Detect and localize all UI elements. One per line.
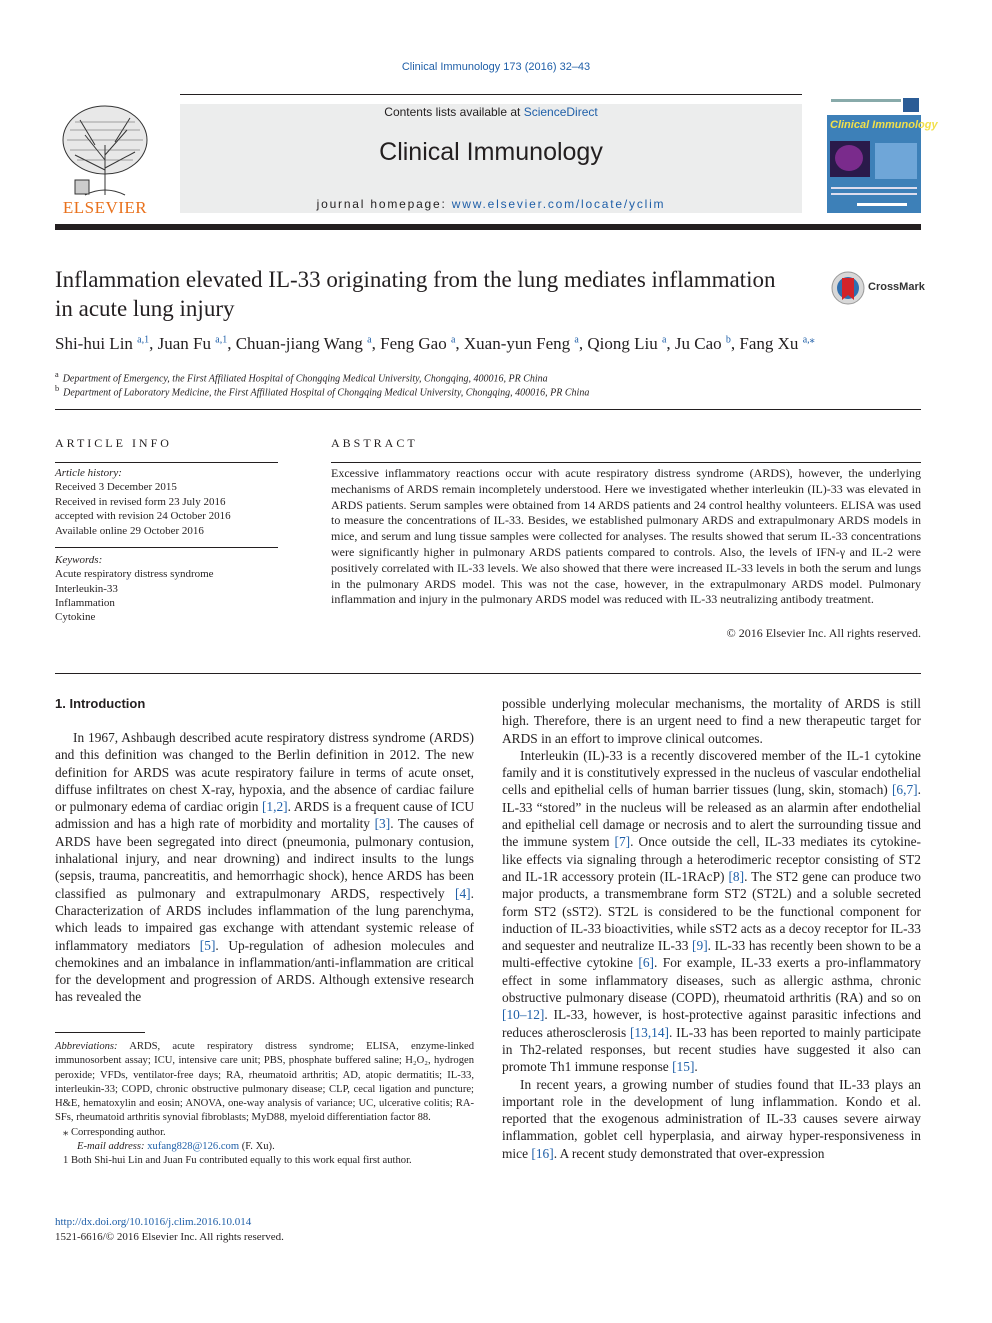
citation-link[interactable]: [1,2]: [261, 799, 288, 815]
citation-link[interactable]: [6,7]: [891, 782, 918, 798]
article-info-heading: ARTICLE INFO: [55, 436, 172, 450]
issn-line: 1521-6616/© 2016 Elsevier Inc. All rights reserved.: [55, 1231, 284, 1243]
paragraph: Interleukin (IL)-33 is a recently discovered member of the IL-1 cytokine family and it is constitutively expressed in the nucleus of vascular endothelial cells and epithelial cells of human barrier tissues (lung, skin, stomach) [6,7]. IL-33 “stored” in the nucleus will be released as an alarmin after endothelial and epithelial cell damage or necrosis and to alert the surrounding tissue and the immune system [7]. Once outside the cell, IL-33 mediates its cytokine-like effects via signaling through a heterodimeric receptor consisting of ST2 and IL-1R accessory protein (IL-1RAcP) [8]. The ST2 gene can produce two major products, a transmembrane form ST2 (ST2L) and a soluble secreted form ST2 (sST2). ST2L is considered to be the functional component for induction of IL-33 bioactivities, while sST2 acts as a decoy receptor for IL-33 and sequester and neutralize IL-33 [9]. IL-33 has recently been shown to be a multi-effective cytokine [6]. For example, IL-33 exerts a pro-inflammatory effect in some inflammatory diseases, such as allergic asthma, chronic obstructive pulmonary disease (COPD), rheumatoid arthritis (RA) and so on [10–12]. IL-33, however, is host-protective against parasitic infections and reduces atherosclerosis [13,14]. IL-33 has been reported to mainly participate in Th2-related responses, but recent studies have suggested it also can promote Th1 immune response [15].: [502, 747, 922, 1075]
abstract-heading: ABSTRACT: [331, 436, 418, 450]
keywords: [55, 553, 285, 624]
affiliation: $^a$ Department of Emergency, the First Affiliated Hospital of Chongqing Medical University, Chongqing, 400016, PR China: [55, 370, 548, 385]
author[interactable]: Chuan-jiang Wang $^a$: [235, 334, 372, 353]
author[interactable]: Xuan-yun Feng $^a$: [463, 334, 579, 353]
equal-contribution-footnote: 1 Both Shi-hui Lin and Juan Fu contributed equally to this work equal first author.: [63, 1155, 412, 1167]
paragraph: possible underlying molecular mechanisms, the mortality of ARDS is still high. Therefore, there is an urgent need to find a new therapeutic target for ARDS in an effort to improve clinical outcomes.: [502, 696, 921, 746]
author-list: Shi-hui Lin $^{a,1}$, Juan Fu $^{a,1}$, Chuan-jiang Wang $^a$, Feng Gao $^a$, Xuan-yun Feng $^a$, Qiong Liu $^a$, Ju Cao $^b$, Fang Xu $^{a,⁎}$: [55, 334, 815, 353]
article-title: Inflammation elevated IL-33 originating from the lung mediates inflammation in acute lung injury: [55, 267, 776, 321]
author[interactable]: Ju Cao $^b$: [674, 334, 731, 353]
keyword: Cytokine: [55, 611, 96, 624]
divider: [55, 462, 278, 463]
keyword: Interleukin-33: [55, 582, 118, 595]
keyword: Acute respiratory distress syndrome: [55, 568, 214, 581]
history-label: Article history:: [55, 467, 122, 479]
contents-available: [180, 105, 802, 119]
citation-link[interactable]: [13,14]: [629, 1024, 670, 1040]
article-history: [55, 466, 285, 538]
citation-link[interactable]: [6]: [638, 955, 654, 971]
homepage-label: journal homepage:: [316, 197, 452, 211]
email-footnote: E-mail address: xufang828@126.com (F. Xu).: [77, 1141, 275, 1153]
citation-link[interactable]: [8]: [728, 868, 745, 884]
divider: [55, 547, 278, 548]
history-item: accepted with revision 24 October 2016: [55, 510, 231, 523]
crossmark-icon: [830, 270, 866, 306]
corresponding-footnote: ⁎ Corresponding author.: [63, 1126, 166, 1138]
citation-link[interactable]: [15]: [672, 1059, 695, 1075]
abbreviations-footnote: Abbreviations: ARDS, acute respiratory distress syndrome; ELISA, enzyme-linked immunosorbent assay; ICU, intensive care unit; PBS, phosphate buffered saline; H₂O₂, hydrogen peroxide; VFDs, ventilator-free days; RA, rheumatoid arthritis; AD, atopic dermatitis; IL-33, interleukin-33; COPD, chronic obstructive pulmonary disease; CLP, cecal ligation and puncture; H&E, hematoxylin and eosin; ANOVA, one-way analysis of variance; UC, ulcerative colitis; RA-SFs, rheumatoid arthritis synovial fibroblasts; MyD88, myeloid differentiation factor 88.: [55, 1041, 474, 1124]
footnote-rule: [55, 1032, 145, 1033]
citation-link[interactable]: [3]: [374, 816, 391, 832]
citation-link[interactable]: [5]: [199, 937, 216, 953]
email-link[interactable]: xufang828@126.com: [147, 1141, 240, 1153]
paragraph: In 1967, Ashbaugh described acute respiratory distress syndrome (ARDS) and this definition was changed to the Berlin definition in 2012. The new definition for ARDS was acute respiratory failure in terms of acute onset, diffuse infiltrates on chest X-ray, hypoxia, and the absence of cardiac failure or pulmonary edema of cardiac origin [1,2]. ARDS is a frequent cause of ICU admission and has a high rate of morbidity and mortality [3]. The causes of ARDS have been segregated into direct (pneumonia, pulmonary contusion, inhalational injury, and near drowning) and indirect insults to the lungs (sepsis, trauma, pancreatitis, and hemorrhagic shock), hence ARDS has been classified as pulmonary and extrapulmonary ARDS, respectively [4]. Characterization of ARDS includes inflammation of the lung parenchyma, which leads to impaired gas exchange with attendant systemic release of inflammatory mediators [5]. Up-regulation of adhesion molecules and chemokines and an imbalance in inflammation/anti-inflammation are critical for the development and progression of ARDS. Although extensive research has revealed the: [55, 730, 475, 1005]
divider: [55, 409, 921, 410]
abstract-text: Excessive inflammatory reactions occur with acute respiratory distress syndrome (ARDS), however, the underlying mechanisms of ARDS remain incompletely understood. Here we investigated whether interleukin (IL)-33 was elevated in ARDS patients. Serum samples were obtained from 14 ARDS patients and 24 control healthy volunteers. ELISA was used to measure the concentrations of IL-33. Besides, we established pulmonary ARDS and extrapulmonary ARDS models in mice, and serum and lung tissue samples were collected for analyses. The results showed that serum IL-33 concentrations were significantly higher in pulmonary ARDS patients compared to controls. Also, the levels of IFN-γ and IL-2 were positively correlated with IL-33 levels. We also showed that there were increased IL-33 levels in both the serum and lungs in the pulmonary ARDS model. This was not the case, however, in the extrapulmonary ARDS model. Pulmonary inflammation and injury in the pulmonary ARDS model was reduced with IL-33 neutralizing antibody treatment.: [331, 466, 921, 607]
section-heading: 1. Introduction: [55, 696, 146, 711]
doi-block: [55, 1215, 284, 1245]
citation-link[interactable]: [10–12]: [502, 1007, 545, 1023]
homepage-link[interactable]: www.elsevier.com/locate/yclim: [451, 197, 666, 211]
journal-citation[interactable]: Clinical Immunology 173 (2016) 32–43: [401, 61, 591, 73]
footnotes: [55, 1040, 474, 1169]
journal-name: Clinical Immunology: [379, 138, 603, 166]
doi-link[interactable]: http://dx.doi.org/10.1016/j.clim.2016.10.014: [55, 1216, 252, 1228]
affiliation: $^b$ Department of Laboratory Medicine, the First Affiliated Hospital of Chongqing Medical University, Chongqing, 400016, PR China: [55, 384, 590, 399]
crossmark-badge[interactable]: [830, 268, 930, 308]
author[interactable]: Shi-hui Lin $^{a,1}$: [55, 334, 150, 353]
contents-prefix: Contents lists available at: [384, 105, 524, 119]
history-item: Received 3 December 2015: [55, 481, 177, 494]
divider: [55, 673, 921, 674]
author[interactable]: Feng Gao $^a$: [380, 334, 456, 353]
journal-homepage: [180, 197, 802, 211]
publisher-name: ELSEVIER: [62, 198, 148, 217]
citation-link[interactable]: [7]: [614, 834, 631, 850]
crossmark-label: CrossMark: [868, 281, 925, 293]
header-thick-rule: [55, 224, 921, 230]
author[interactable]: Fang Xu $^{a,⁎}$: [739, 334, 815, 353]
body-column-right: [502, 695, 921, 1162]
header-top-rule: [180, 94, 802, 95]
author[interactable]: Qiong Liu $^a$: [587, 334, 667, 353]
history-item: Received in revised form 23 July 2016: [55, 495, 226, 508]
author[interactable]: Juan Fu $^{a,1}$: [157, 334, 228, 353]
keywords-label: Keywords:: [55, 554, 103, 566]
journal-cover[interactable]: [827, 95, 938, 213]
sciencedirect-link[interactable]: ScienceDirect: [523, 105, 598, 119]
citation-link[interactable]: [9]: [692, 938, 708, 954]
divider: [331, 462, 921, 463]
citation-link[interactable]: [16]: [531, 1145, 554, 1161]
abstract-copyright: © 2016 Elsevier Inc. All rights reserved.: [726, 626, 921, 640]
history-item: Available online 29 October 2016: [55, 524, 204, 537]
cover-title: Clinical Immunology: [830, 119, 938, 131]
body-column-left: [55, 729, 474, 1006]
keyword: Inflammation: [55, 596, 115, 609]
paragraph: In recent years, a growing number of studies found that IL-33 plays an important role in the development of lung inflammation. Kondo et al. reported that the exogenous administration of IL-33 causes severe airway inflammation, goblet cell hyperplasia, and airway hyper-responsiveness in mice [16]. A recent study demonstrated that over-expression: [502, 1076, 921, 1161]
elsevier-logo[interactable]: [55, 100, 155, 218]
citation-link[interactable]: [4]: [455, 885, 471, 901]
